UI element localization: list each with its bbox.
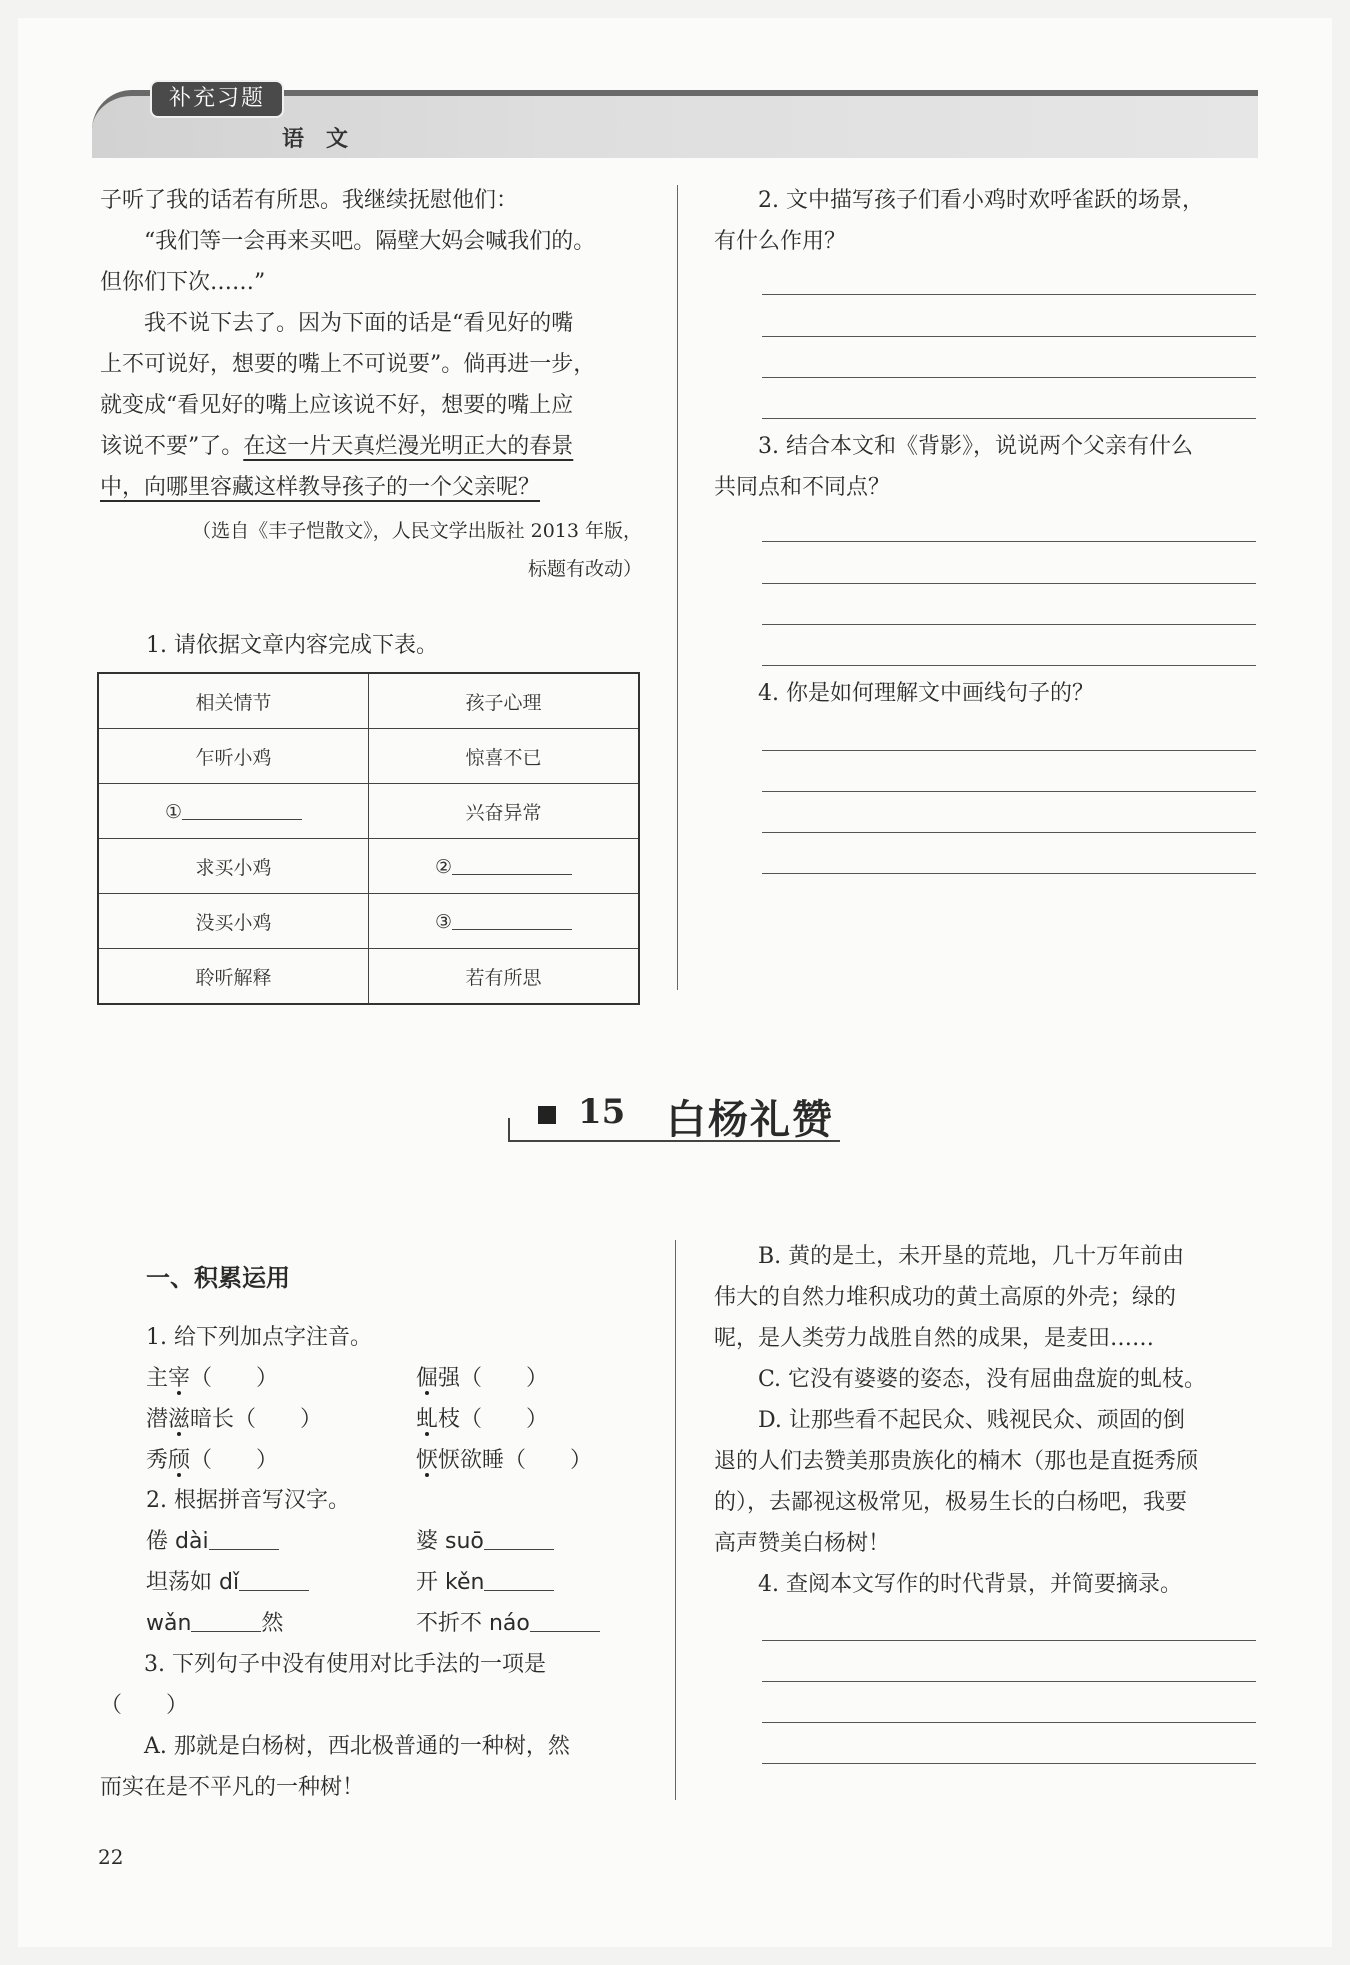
passage-line: 就变成“看见好的嘴上应该说不好，想要的嘴上应 bbox=[100, 393, 574, 418]
answer-line[interactable] bbox=[762, 1640, 1256, 1641]
answer-blank[interactable] bbox=[209, 1529, 279, 1550]
hanzi-prompt: 坦荡如 dǐ bbox=[146, 1570, 240, 1595]
hanzi-prompt: 不折不 náo bbox=[416, 1611, 530, 1636]
hanzi-prompt: 倦 dài bbox=[146, 1529, 209, 1554]
sub-question-2: 2. 根据拼音写汉字。 bbox=[146, 1488, 350, 1513]
underlined-sentence: 中，向哪里容藏这样教导孩子的一个父亲呢？ bbox=[100, 475, 541, 500]
pinyin-item: 倔强（ ） bbox=[416, 1366, 549, 1391]
option-c: C. 它没有婆婆的姿态，没有屈曲盘旋的虬枝。 bbox=[758, 1367, 1207, 1392]
question-2-cont: 有什么作用？ bbox=[714, 229, 847, 254]
passage-line: 但你们下次……” bbox=[100, 270, 266, 295]
answer-line[interactable] bbox=[762, 832, 1256, 833]
sub-question-4: 4. 查阅本文写作的时代背景，并简要摘录。 bbox=[758, 1572, 1182, 1597]
source-line: （选自《丰子恺散文》，人民文学出版社 2013 年版， bbox=[192, 520, 642, 542]
column-divider bbox=[675, 1240, 676, 1800]
sub-question-3: 3. 下列句子中没有使用对比手法的一项是 bbox=[144, 1652, 546, 1677]
table-cell: 乍听小鸡 bbox=[98, 729, 369, 784]
hanzi-item bbox=[416, 1562, 554, 1603]
table-header: 孩子心理 bbox=[369, 673, 640, 729]
options-block bbox=[714, 1236, 1259, 1605]
answer-line[interactable] bbox=[762, 336, 1256, 337]
table-row bbox=[98, 784, 639, 839]
answer-line[interactable] bbox=[762, 750, 1256, 751]
question-3-cont: 共同点和不同点？ bbox=[714, 475, 891, 500]
title-corner bbox=[508, 1118, 518, 1140]
hanzi-item bbox=[416, 1521, 554, 1562]
answer-blank[interactable] bbox=[452, 854, 572, 875]
answer-blank[interactable] bbox=[182, 799, 302, 820]
table-cell: 若有所思 bbox=[369, 949, 640, 1005]
pinyin-item: 潜滋暗长（ ） bbox=[146, 1407, 323, 1432]
answer-line[interactable] bbox=[762, 418, 1256, 419]
blank-marker: ① bbox=[164, 801, 183, 823]
passage-line: 上不可说好，想要的嘴上不可说要”。倘再进一步， bbox=[100, 352, 596, 377]
table-cell bbox=[369, 839, 640, 894]
square-bullet-icon bbox=[538, 1106, 556, 1124]
answer-line[interactable] bbox=[762, 1722, 1256, 1723]
source-line: 标题有改动） bbox=[527, 558, 642, 580]
lesson-title bbox=[508, 1088, 840, 1142]
option-b: B. 黄的是土，未开垦的荒地，几十万年前由 bbox=[758, 1244, 1185, 1269]
answer-blank[interactable] bbox=[239, 1570, 309, 1591]
right-questions-top bbox=[714, 180, 1259, 262]
pinyin-item: 虬枝（ ） bbox=[416, 1407, 549, 1432]
answer-blank[interactable] bbox=[452, 909, 572, 930]
passage-line: “我们等一会再来买吧。隔壁大妈会喊我们的。 bbox=[144, 229, 596, 254]
question-2: 2. 文中描写孩子们看小鸡时欢呼雀跃的场景， bbox=[758, 188, 1204, 213]
underlined-sentence: 在这一片天真烂漫光明正大的春景 bbox=[243, 434, 574, 459]
option-a: A. 那就是白杨树，西北极普通的一种树，然 bbox=[144, 1734, 570, 1759]
hanzi-item bbox=[146, 1562, 309, 1603]
answer-line[interactable] bbox=[762, 583, 1256, 584]
answer-line[interactable] bbox=[762, 1763, 1256, 1764]
table-row bbox=[98, 894, 639, 949]
table-row bbox=[98, 729, 639, 784]
option-d: D. 让那些看不起民众、贱视民众、顽固的倒 bbox=[758, 1408, 1185, 1433]
sub-question-3-block bbox=[100, 1644, 645, 1808]
passage-text: 该说不要”了。 bbox=[100, 434, 244, 459]
answer-blank[interactable] bbox=[484, 1570, 554, 1591]
table-cell bbox=[369, 894, 640, 949]
table-header: 相关情节 bbox=[98, 673, 369, 729]
answer-line[interactable] bbox=[762, 873, 1256, 874]
hanzi-prompt: 开 kěn bbox=[416, 1570, 485, 1595]
answer-line[interactable] bbox=[762, 665, 1256, 666]
pinyin-item: 恹恹欲睡（ ） bbox=[416, 1448, 593, 1473]
answer-line[interactable] bbox=[762, 791, 1256, 792]
answer-parentheses: （ ） bbox=[100, 1693, 189, 1718]
header-subject: 语 文 bbox=[282, 127, 349, 152]
blank-marker: ③ bbox=[434, 911, 453, 933]
page-number: 22 bbox=[98, 1845, 124, 1869]
question-4-top: 4. 你是如何理解文中画线句子的？ bbox=[758, 681, 1094, 706]
column-divider bbox=[677, 185, 678, 990]
pinyin-item: 秀颀（ ） bbox=[146, 1448, 279, 1473]
answer-line[interactable] bbox=[762, 541, 1256, 542]
sub-question-1: 1. 给下列加点字注音。 bbox=[146, 1325, 372, 1350]
section-title: 一、积累运用 bbox=[146, 1264, 290, 1292]
table-header-row bbox=[98, 673, 639, 729]
answer-line[interactable] bbox=[762, 624, 1256, 625]
question-3-block bbox=[714, 426, 1259, 508]
header-tag: 补充习题 bbox=[150, 80, 284, 118]
lesson-number: 15 bbox=[578, 1092, 626, 1132]
answer-blank[interactable] bbox=[530, 1611, 600, 1632]
answer-line[interactable] bbox=[762, 1681, 1256, 1682]
passage bbox=[100, 180, 645, 508]
table-cell: 求买小鸡 bbox=[98, 839, 369, 894]
option-b-cont: 呢，是人类劳力战胜自然的成果，是麦田…… bbox=[714, 1326, 1155, 1351]
hanzi-prompt: 婆 suō bbox=[416, 1529, 484, 1554]
answer-blank[interactable] bbox=[191, 1611, 261, 1632]
table-cell: 没买小鸡 bbox=[98, 894, 369, 949]
passage-line: 子听了我的话若有所思。我继续抚慰他们： bbox=[100, 188, 519, 213]
blank-marker: ② bbox=[434, 856, 453, 878]
source-note bbox=[100, 512, 642, 588]
option-a-cont: 而实在是不平凡的一种树！ bbox=[100, 1775, 365, 1800]
hanzi-item bbox=[416, 1603, 600, 1644]
lesson-name: 白杨礼赞 bbox=[666, 1096, 834, 1143]
option-d-cont: 的），去鄙视这极常见，极易生长的白杨吧，我要 bbox=[714, 1490, 1188, 1515]
option-b-cont: 伟大的自然力堆积成功的黄土高原的外壳；绿的 bbox=[714, 1285, 1177, 1310]
passage-line bbox=[100, 426, 645, 467]
hanzi-prompt: wǎn bbox=[146, 1611, 192, 1636]
table-cell: 惊喜不已 bbox=[369, 729, 640, 784]
table-row bbox=[98, 949, 639, 1005]
answer-table bbox=[97, 672, 640, 1005]
answer-blank[interactable] bbox=[484, 1529, 554, 1550]
table-cell: 兴奋异常 bbox=[369, 784, 640, 839]
question-3: 3. 结合本文和《背影》，说说两个父亲有什么 bbox=[758, 434, 1193, 459]
hanzi-suffix: 然 bbox=[261, 1611, 284, 1636]
option-d-cont: 高声赞美白杨树！ bbox=[714, 1531, 891, 1556]
table-row bbox=[98, 839, 639, 894]
table-cell bbox=[98, 784, 369, 839]
hanzi-item bbox=[146, 1521, 279, 1562]
option-d-cont: 退的人们去赞美那贵族化的楠木（那也是直挺秀颀 bbox=[714, 1449, 1199, 1474]
pinyin-item: 主宰（ ） bbox=[146, 1366, 279, 1391]
question-1: 1. 请依据文章内容完成下表。 bbox=[146, 633, 438, 658]
answer-line[interactable] bbox=[762, 377, 1256, 378]
table-cell: 聆听解释 bbox=[98, 949, 369, 1005]
answer-line[interactable] bbox=[762, 294, 1256, 295]
hanzi-item bbox=[146, 1603, 283, 1644]
passage-line: 我不说下去了。因为下面的话是“看见好的嘴 bbox=[144, 311, 574, 336]
